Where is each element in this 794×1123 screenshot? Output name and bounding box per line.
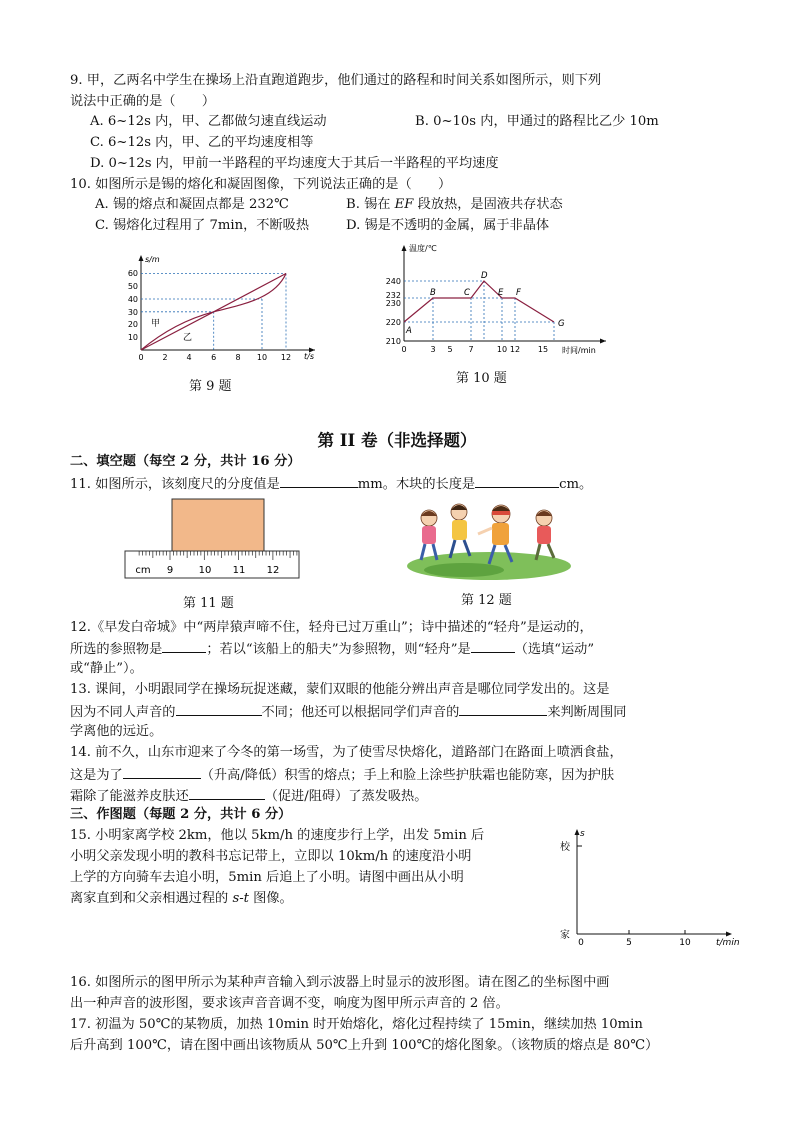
fig9-ytick-50: 50 xyxy=(127,282,138,291)
q14-blank-2[interactable] xyxy=(189,786,265,800)
q10-option-b: B. 锡在 EF 段放热，是固液共存状态 xyxy=(346,197,563,212)
q9-option-b: B. 0~10s 内，甲通过的路程比乙少 10m xyxy=(415,114,659,129)
drawing-header: 三、作图题（每题 2 分，共计 6 分） xyxy=(70,807,292,822)
fig10-ytick-230: 230 xyxy=(385,299,401,308)
fig10-point-c: C xyxy=(464,288,470,298)
fig9-xtick-10: 10 xyxy=(256,353,268,362)
figure-12-caption: 第 12 题 xyxy=(461,593,512,608)
fig10-xlabel: 时间/min xyxy=(562,346,596,355)
ruler-label-9: 9 xyxy=(166,565,174,576)
q9-option-d: D. 0~12s 内，甲前一半路程的平均速度大于其后一半路程的平均速度 xyxy=(90,156,499,171)
q10-option-c: C. 锡熔化过程用了 7min，不断吸热 xyxy=(95,218,310,233)
fig10-point-g: G xyxy=(558,319,565,329)
fig10-point-a: A xyxy=(406,326,412,336)
fig9-xtick-8: 8 xyxy=(235,353,241,362)
figure-12-illustration xyxy=(404,496,574,582)
wooden-block xyxy=(172,499,264,551)
ruler-label-12: 12 xyxy=(266,565,280,576)
fig9-xtick-0: 0 xyxy=(138,353,144,362)
fig9-xtick-2: 2 xyxy=(162,353,168,362)
q13-blank-2[interactable] xyxy=(459,702,547,716)
q12-line3: 或“静止”）。 xyxy=(70,661,143,676)
q12-blank-2[interactable] xyxy=(471,639,515,653)
fig10-point-b: B xyxy=(430,288,436,298)
q9-option-a: A. 6~12s 内，甲、乙都做匀速直线运动 xyxy=(90,114,327,129)
fig9-ytick-60: 60 xyxy=(127,269,138,278)
fig15-school-label: 校 xyxy=(560,842,570,853)
q9-option-c: C. 6~12s 内，甲、乙的平均速度相等 xyxy=(90,135,314,150)
fig9-xtick-4: 4 xyxy=(186,353,192,362)
q12-line2: 所选的参照物是 ；若以“该船上的船夫”为参照物，则“轻舟”是 （选填“运动” xyxy=(70,639,594,659)
fig10-xtick-15: 15 xyxy=(537,345,549,354)
fig9-ylabel: s/m xyxy=(145,255,160,264)
fig9-ytick-40: 40 xyxy=(127,295,138,304)
figure-15-axes xyxy=(556,824,746,950)
q16-line2: 出一种声音的波形图，要求该声音音调不变，响度为图甲所示声音的 2 倍。 xyxy=(70,996,509,1011)
section-2-title: 第 II 卷（非选择题） xyxy=(317,431,477,450)
fig9-label-yi: 乙 xyxy=(183,333,193,343)
q12-line1: 12.《早发白帝城》中“两岸猿声啼不住，轻舟已过万重山”；诗中描述的“轻舟”是运动的， xyxy=(70,620,593,635)
fig9-label-jia: 甲 xyxy=(151,319,161,329)
figure-9-caption: 第 9 题 xyxy=(189,379,232,394)
figure-11-caption: 第 11 题 xyxy=(183,596,234,611)
ruler-label-10: 10 xyxy=(198,565,212,576)
figure-9-graph xyxy=(120,250,320,368)
q15-line4: 离家直到和父亲相遇过程的 s-t 图像。 xyxy=(70,891,293,906)
q15-line1: 15. 小明家离学校 2km，他以 5km/h 的速度步行上学，出发 5min 后 xyxy=(70,828,485,843)
fig10-xtick-7: 7 xyxy=(468,345,474,354)
fig10-xtick-10: 10 xyxy=(496,345,508,354)
q11-text: 11. 如图所示，该刻度尺的分度值是 mm。木块的长度是 cm。 xyxy=(70,474,592,494)
child-2 xyxy=(450,504,470,558)
fig10-ytick-232: 232 xyxy=(385,291,401,300)
q9-stem-line1: 9. 甲，乙两名中学生在操场上沿直跑道跑步，他们通过的路程和时间关系如图所示，则下列 xyxy=(70,73,602,88)
fig10-point-d: D xyxy=(481,271,488,281)
fig15-xlabel: t/min xyxy=(716,938,740,948)
fig10-ytick-220: 220 xyxy=(385,318,401,327)
ruler-unit: cm xyxy=(135,565,151,576)
q17-line1: 17. 初温为 50℃的某物质，加热 10min 时开始熔化，熔化过程持续了 15min，继续加热 10min xyxy=(70,1017,643,1032)
q13-line1: 13. 课间，小明跟同学在操场玩捉迷藏，蒙们双眼的他能分辨出声音是哪位同学发出的。这是 xyxy=(70,682,610,697)
fig10-ytick-210: 210 xyxy=(385,337,401,346)
fig15-home-label: 家 xyxy=(560,930,570,941)
fig10-ytick-240: 240 xyxy=(385,277,401,286)
fig15-xtick-0: 0 xyxy=(578,938,584,948)
fig15-xtick-5: 5 xyxy=(626,938,632,948)
q13-blank-1[interactable] xyxy=(176,702,262,716)
q13-line3: 学离他的远近。 xyxy=(70,724,163,739)
q15-line2: 小明父亲发现小明的教科书忘记带上，立即以 10km/h 的速度沿小明 xyxy=(70,849,472,864)
child-4 xyxy=(536,510,554,560)
q14-line2: 这是为了 （升高/降低）积雪的熔点；手上和脸上涂些护肤霜也能防寒，因为护肤 xyxy=(70,765,614,785)
figure-10-graph xyxy=(370,238,620,360)
fig15-ylabel: s xyxy=(580,829,585,839)
fig10-point-e: E xyxy=(498,288,504,298)
figure-11-ruler xyxy=(123,496,305,582)
q14-line1: 14. 前不久，山东市迎来了今冬的第一场雪，为了使雪尽快熔化，道路部门在路面上喷洒食盐， xyxy=(70,745,623,760)
q16-line1: 16. 如图所示的图甲所示为某种声音输入到示波器上时显示的波形图。请在图乙的坐标图中画 xyxy=(70,975,610,990)
fig10-xtick-3: 3 xyxy=(430,345,436,354)
fig10-xtick-12: 12 xyxy=(509,345,521,354)
fig15-xtick-10: 10 xyxy=(679,938,691,948)
ruler-label-11: 11 xyxy=(232,565,246,576)
fig10-xtick-0: 0 xyxy=(401,345,407,354)
q10-option-a: A. 锡的熔点和凝固点都是 232℃ xyxy=(95,197,289,212)
q13-line2: 因为不同人声音的 不同；他还可以根据同学们声音的 来判断周围同 xyxy=(70,702,626,722)
fig9-xtick-12: 12 xyxy=(280,353,292,362)
q10-option-d: D. 锡是不透明的金属，属于非晶体 xyxy=(346,218,550,233)
q12-blank-1[interactable] xyxy=(162,639,206,653)
fill-in-header: 二、填空题（每空 2 分，共计 16 分） xyxy=(70,454,301,469)
fig10-curve xyxy=(404,281,554,322)
fig9-ytick-10: 10 xyxy=(127,333,138,342)
q9-stem-line2: 说法中正确的是（ ） xyxy=(70,94,216,109)
q17-line2: 后升高到 100℃，请在图中画出该物质从 50℃上升到 100℃的熔化图象。（该物质的熔点是 80℃） xyxy=(70,1038,659,1053)
fig9-ytick-30: 30 xyxy=(127,308,138,317)
q15-line3: 上学的方向骑车去追小明，5min 后追上了小明。请图中画出从小明 xyxy=(70,870,464,885)
fig9-xtick-6: 6 xyxy=(211,353,217,362)
q11-blank-1[interactable] xyxy=(280,474,358,488)
q10-stem: 10. 如图所示是锡的熔化和凝固图像，下列说法正确的是（ ） xyxy=(70,177,452,192)
figure-10-caption: 第 10 题 xyxy=(456,371,507,386)
q11-blank-2[interactable] xyxy=(475,474,559,488)
child-1 xyxy=(421,510,437,560)
q14-line3: 霜除了能滋养皮肤还 （促进/阻碍）了蒸发吸热。 xyxy=(70,786,427,806)
q14-blank-1[interactable] xyxy=(123,765,201,779)
fig10-point-f: F xyxy=(516,288,521,298)
fig10-ylabel: 温度/℃ xyxy=(409,244,437,253)
fig9-ytick-20: 20 xyxy=(127,320,138,329)
fig10-xtick-5: 5 xyxy=(447,345,453,354)
fig9-xlabel: t/s xyxy=(304,352,314,361)
